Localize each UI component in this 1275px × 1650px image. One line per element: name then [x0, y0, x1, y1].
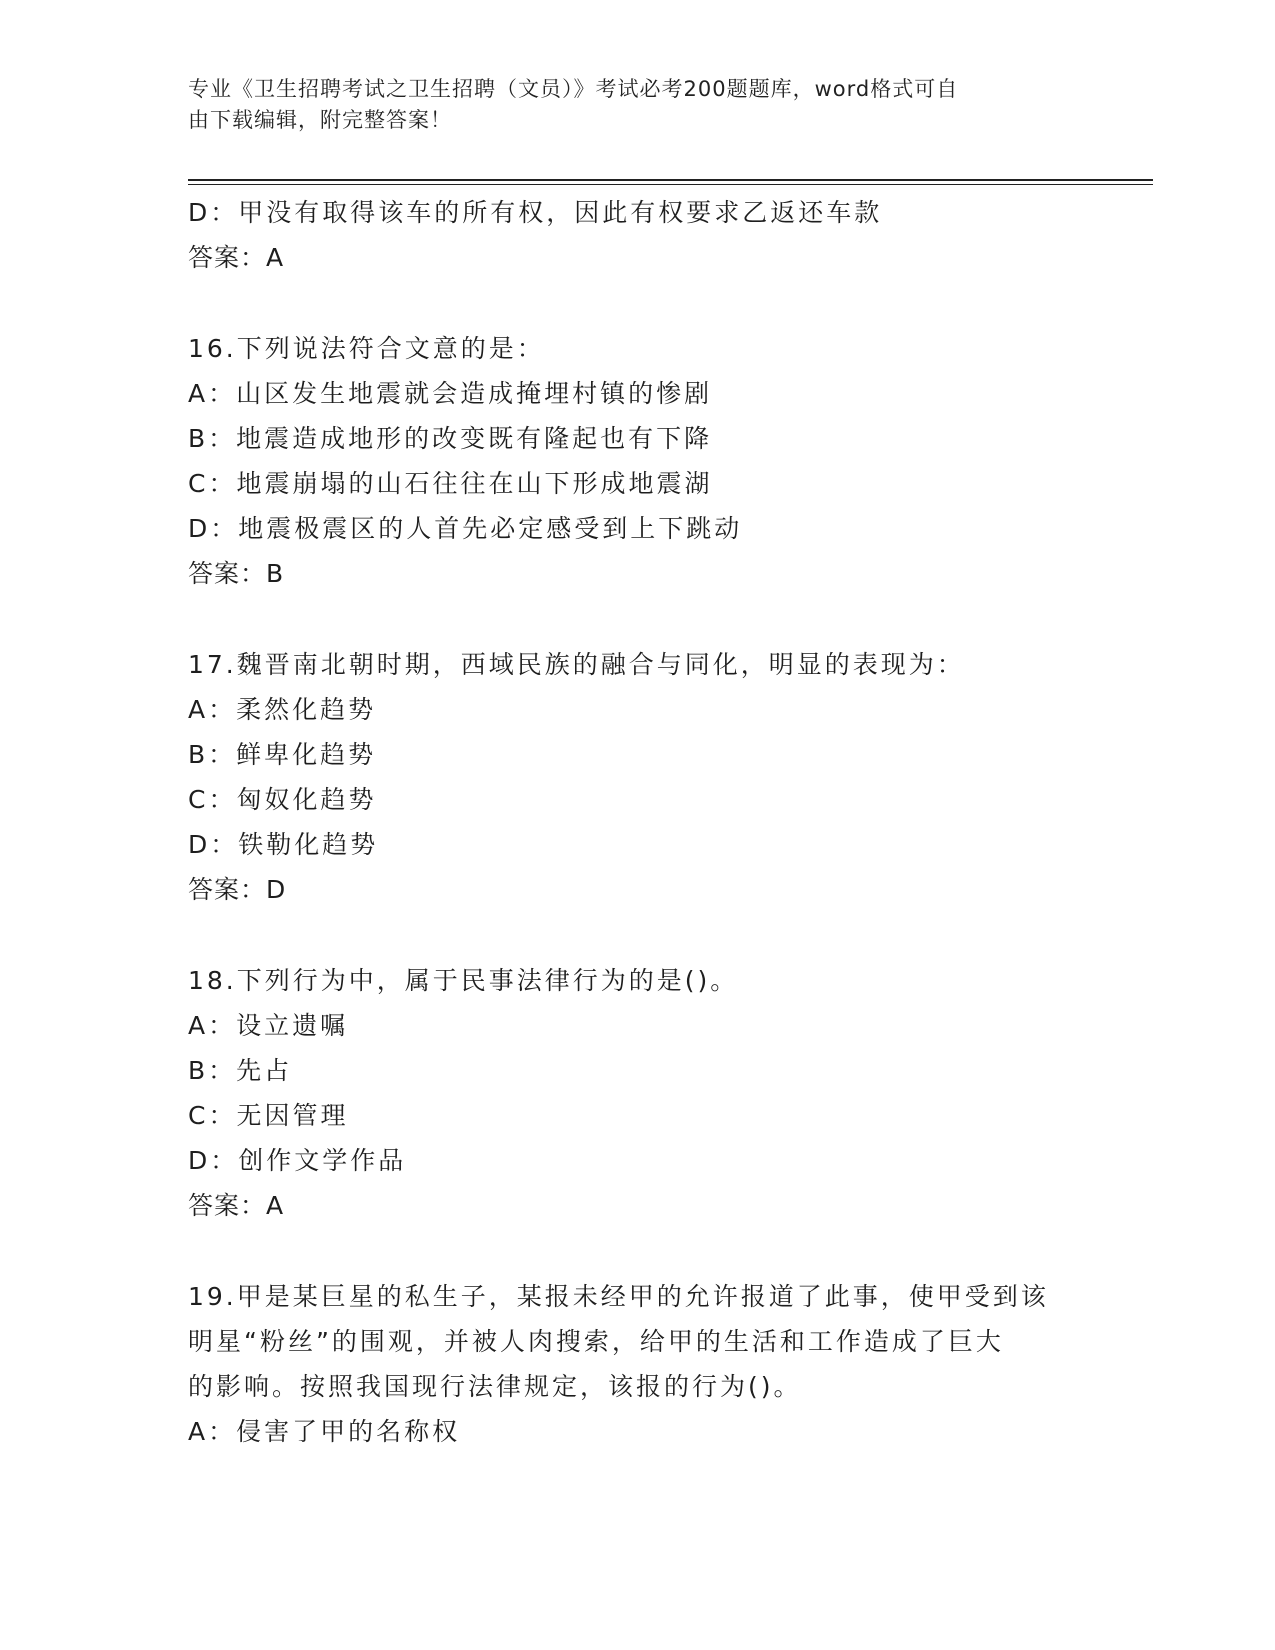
question-stem-line-2: 明星“粉丝”的围观，并被人肉搜索，给甲的生活和工作造成了巨大: [188, 1327, 1004, 1356]
option-d: D：地震极震区的人首先必定感受到上下跳动: [188, 514, 743, 543]
header-rule-thick: [188, 179, 1153, 181]
question-19: [188, 1274, 1088, 1454]
option-a: A：侵害了甲的名称权: [188, 1417, 461, 1446]
spacer: [188, 280, 1088, 326]
answer-line: 答案：A: [188, 1191, 285, 1220]
spacer: [188, 1228, 1088, 1274]
document-header: [188, 74, 1068, 136]
header-line-1: 专业《卫生招聘考试之卫生招聘（文员）》考试必考200题题库，word格式可自: [188, 77, 959, 101]
spacer: [188, 912, 1088, 958]
option-d: D：铁勒化趋势: [188, 830, 379, 859]
answer-line: 答案：B: [188, 559, 285, 588]
option-a: A：山区发生地震就会造成掩埋村镇的惨剧: [188, 379, 713, 408]
option-c: C：无因管理: [188, 1101, 349, 1130]
header-line-2: 由下载编辑，附完整答案！: [188, 108, 452, 132]
question-stem: 17.魏晋南北朝时期，西域民族的融合与同化，明显的表现为：: [188, 650, 965, 679]
option-c: C：匈奴化趋势: [188, 785, 377, 814]
spacer: [188, 596, 1088, 642]
option-a: A：设立遗嘱: [188, 1011, 349, 1040]
option-b: B：地震造成地形的改变既有隆起也有下降: [188, 424, 713, 453]
option-a: A：柔然化趋势: [188, 695, 377, 724]
option-b: B：先占: [188, 1056, 293, 1085]
header-rule-thin: [188, 184, 1153, 185]
question-18: [188, 958, 1088, 1228]
answer-line: 答案：D: [188, 875, 287, 904]
question-stem-line-3: 的影响。按照我国现行法律规定，该报的行为()。: [188, 1372, 802, 1401]
question-stem: 16.下列说法符合文意的是：: [188, 334, 545, 363]
question-17: [188, 642, 1088, 912]
option-d: D：甲没有取得该车的所有权，因此有权要求乙返还车款: [188, 198, 883, 227]
answer-line: 答案：A: [188, 243, 285, 272]
question-stem: 18.下列行为中，属于民事法律行为的是()。: [188, 966, 739, 995]
question-stem-line-1: 19.甲是某巨星的私生子，某报未经甲的允许报道了此事，使甲受到该: [188, 1282, 1049, 1311]
question-list: [188, 190, 1088, 1454]
question-16: [188, 326, 1088, 596]
option-d: D：创作文学作品: [188, 1146, 407, 1175]
option-b: B：鲜卑化趋势: [188, 740, 377, 769]
option-c: C：地震崩塌的山石往往在山下形成地震湖: [188, 469, 713, 498]
